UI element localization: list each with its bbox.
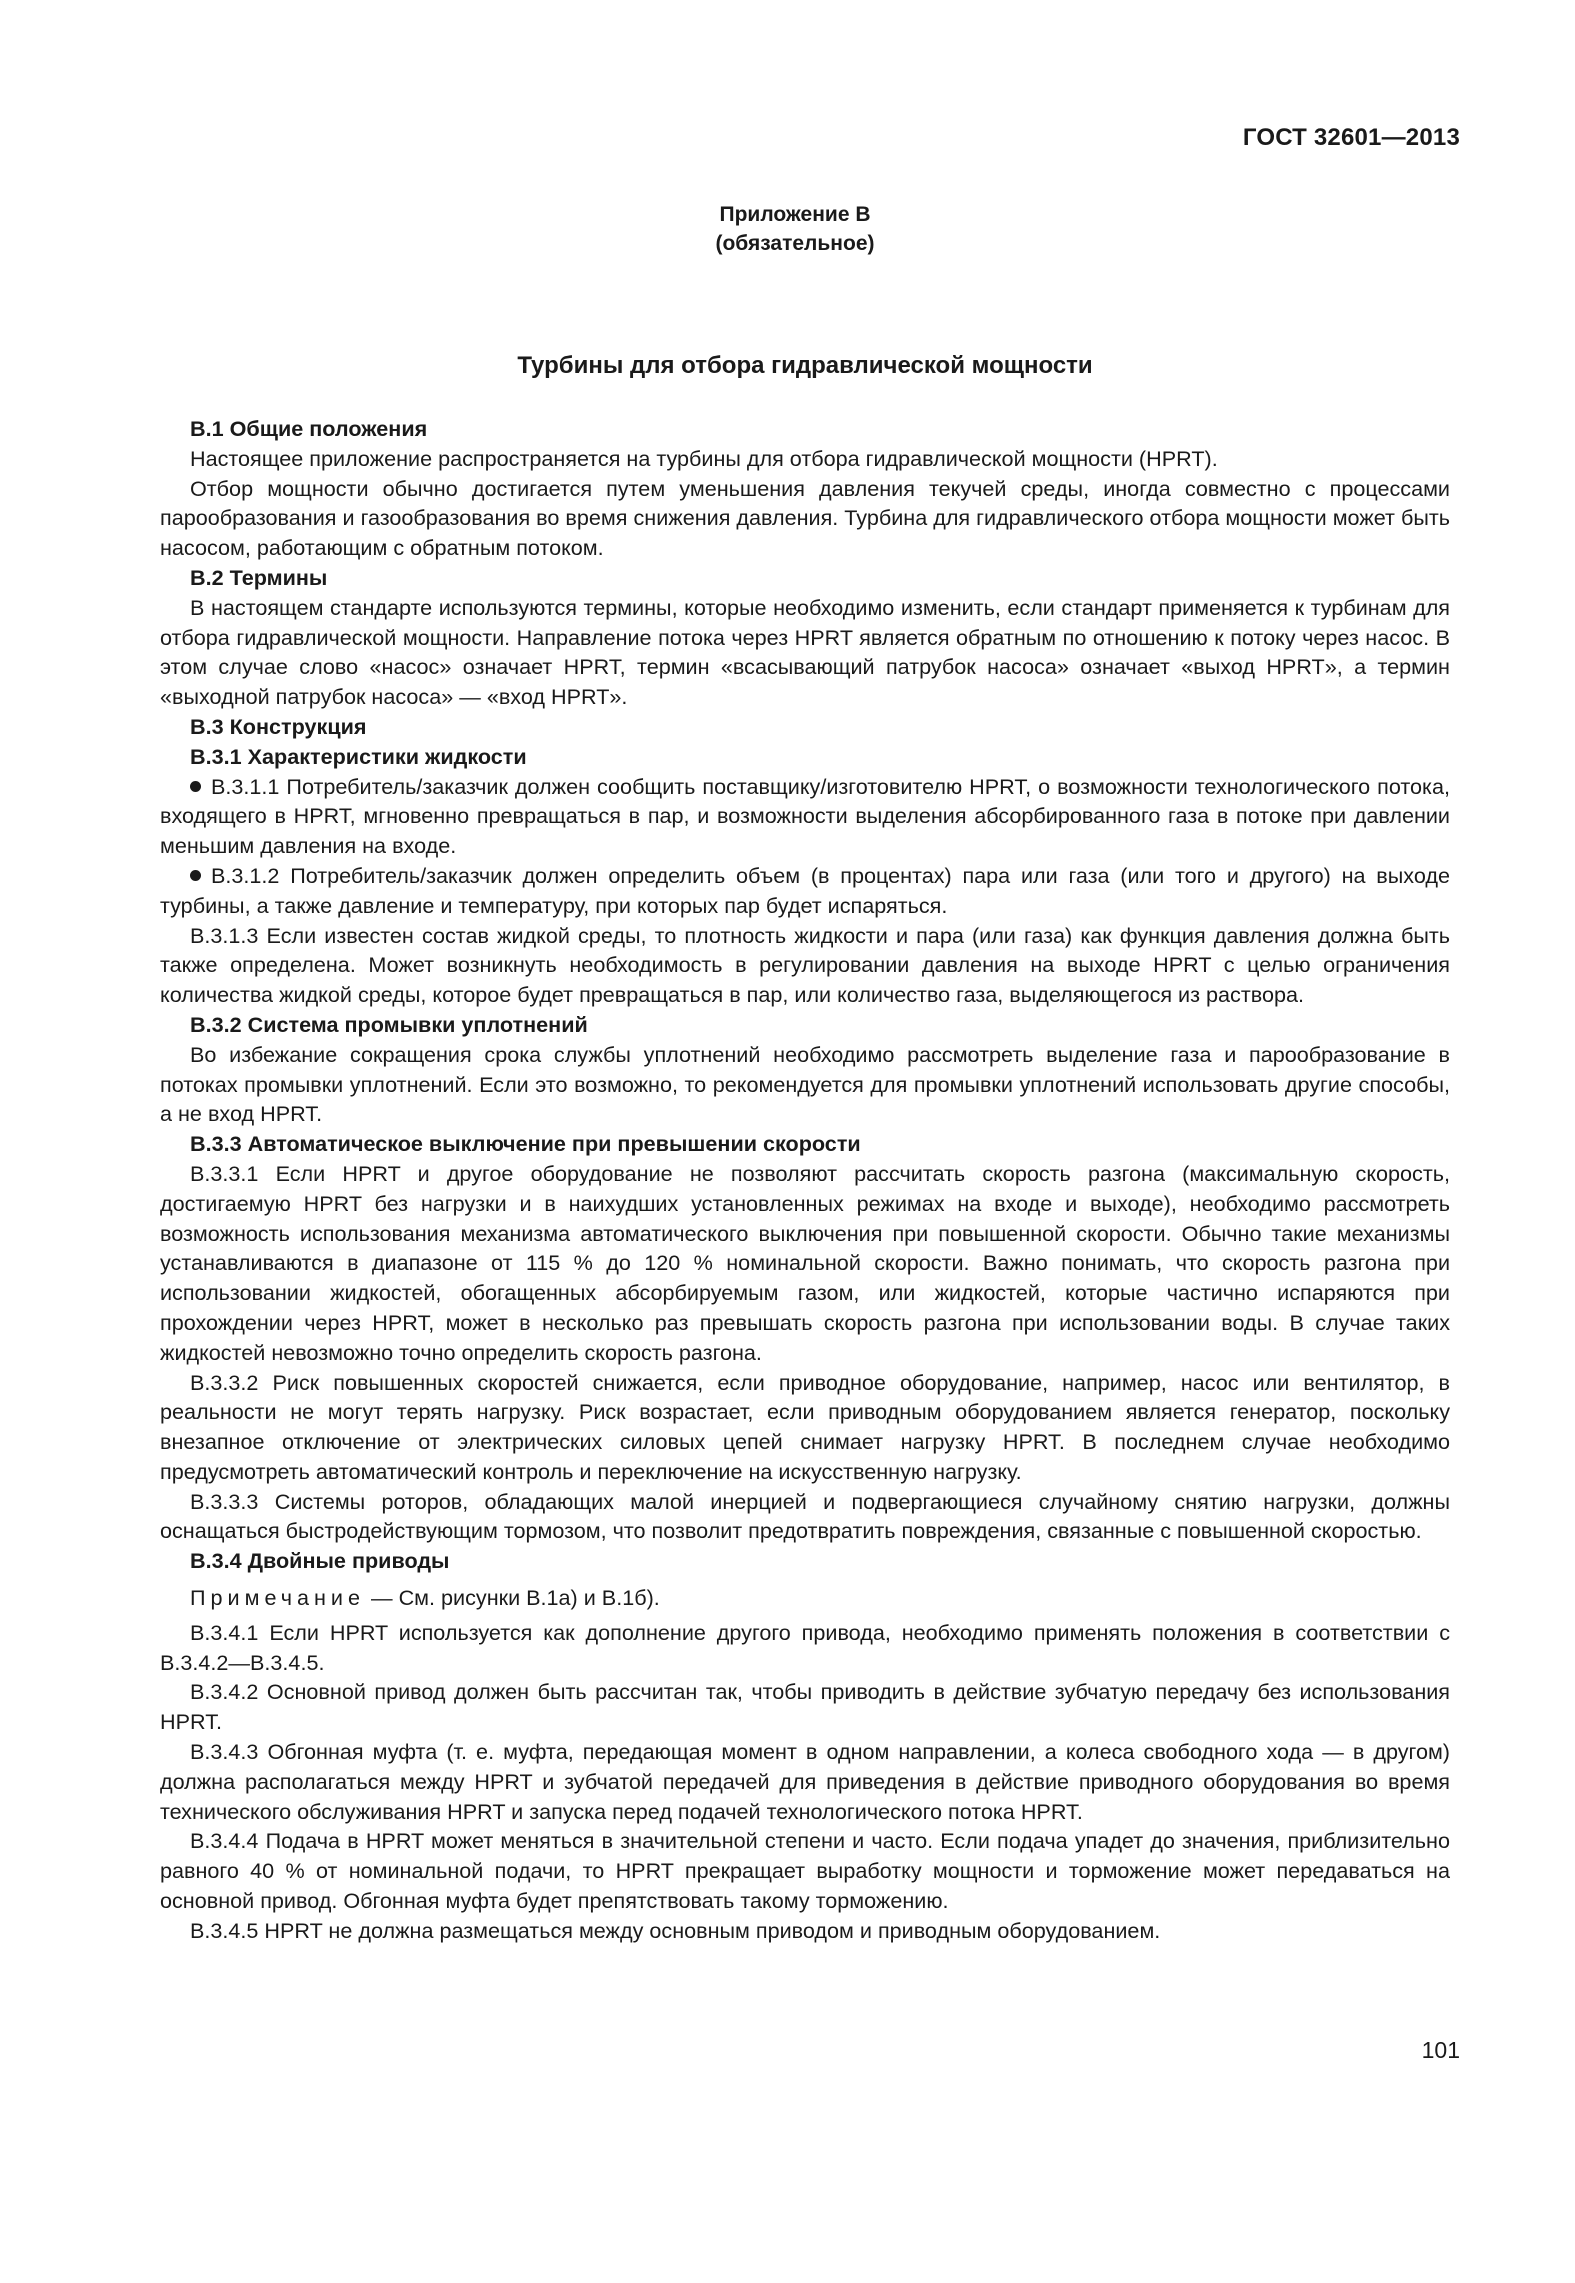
note-text: — См. рисунки В.1а) и В.1б). (365, 1585, 660, 1611)
section-heading-b3: В.3 Конструкция (190, 713, 367, 739)
bullet-icon (190, 870, 201, 881)
annex-heading (0, 200, 1575, 258)
annex-status: (обязательное) (715, 232, 875, 255)
paragraph-b311 (160, 772, 1450, 861)
section-heading-b34: В.3.4 Двойные приводы (190, 1548, 450, 1574)
paragraph: В.3.4.2 Основной привод должен быть рассчитан так, чтобы приводить в действие зубчатую передачу без использования HPRT. (160, 1679, 1450, 1735)
paragraph: В.3.3.3 Системы роторов, обладающих малой инерцией и подвергающиеся случайному снятию нагрузки, должны оснащаться быстродействующим тормозом, что позволит предотвратить повреждения, связанные с повышенной скоростью. (160, 1488, 1450, 1544)
paragraph: В.3.4.3 Обгонная муфта (т. е. муфта, передающая момент в одном направлении, а колеса свободного хода — в другом) должна располагаться между HPRT и зубчатой передачей для приведения в действие приводного оборудования во время технического обслуживания HPRT и запуска перед подачей технологического потока HPRT. (160, 1739, 1450, 1824)
section-heading-b33: В.3.3 Автоматическое выключение при превышении скорости (190, 1131, 861, 1157)
paragraph: Настоящее приложение распространяется на турбины для отбора гидравлической мощности (HPRT). (190, 445, 1218, 471)
note (160, 1583, 1450, 1613)
paragraph: В настоящем стандарте используются термины, которые необходимо изменить, если стандарт применяется к турбинам для отбора гидравлической мощности. Направление потока через HPRT является обратным по отношению к потоку через насос. В этом случае слово «насос» означает HPRT, термин «всасывающий патрубок насоса» означает «выход HPRT», а термин «выходной патрубок насоса» — «вход HPRT». (160, 594, 1450, 710)
paragraph-text: В.3.1.1 Потребитель/заказчик должен сообщить поставщику/изготовителю HPRT, о возможности технологического потока, входящего в HPRT, мгновенно превращаться в пар, и возможности выделения абсорбированного газа в потоке при давлении меньшим давления на входе. (160, 773, 1450, 859)
section-heading-b1: В.1 Общие положения (190, 416, 428, 441)
standard-number: ГОСТ 32601—2013 (1242, 124, 1460, 151)
document-title: Турбины для отбора гидравлической мощности (517, 352, 1093, 379)
section-heading-b32: В.3.2 Система промывки уплотнений (190, 1011, 588, 1037)
paragraph: В.3.3.1 Если HPRT и другое оборудование не позволяют рассчитать скорость разгона (максимальную скорость, достигаемую HPRT без нагрузки и в наихудших установленных режимах на входе и выходе), необходимо рассмотреть возможность использования механизма автоматического выключения при повышенной скорости. Обычно такие механизмы устанавливаются в диапазоне от 115 % до 120 % номинальной скорости. Важно понимать, что скорость разгона при использовании жидкостей, обогащенных абсорбируемым газом, или жидкостей, которые частично испаряются при прохождении через HPRT, может в несколько раз превышать скорость разгона при использовании воды. В случае таких жидкостей невозможно точно определить скорость разгона. (160, 1160, 1450, 1365)
section-heading-b31: В.3.1 Характеристики жидкости (190, 743, 527, 769)
bullet-icon (190, 781, 201, 792)
note-label: Примечание (190, 1585, 365, 1611)
section-heading-b2: В.2 Термины (190, 564, 328, 590)
paragraph: В.3.4.4 Подача в HPRT может меняться в значительной степени и часто. Если подача упадет до значения, приблизительно равного 40 % от номинальной подачи, то HPRT прекращает выработку мощности и торможение может передаваться на основной привод. Обгонная муфта будет препятствовать такому торможению. (160, 1828, 1450, 1914)
paragraph-b312 (160, 861, 1450, 921)
annex-title: Приложение В (719, 203, 871, 226)
paragraph: В.3.4.5 HPRT не должна размещаться между основным приводом и приводным оборудованием. (190, 1917, 1161, 1943)
page-number: 101 (1421, 2037, 1460, 2063)
paragraph: Во избежание сокращения срока службы уплотнений необходимо рассмотреть выделение газа и парообразование в потоках промывки уплотнений. Если это возможно, то рекомендуется для промывки уплотнений использовать другие способы, а не вход HPRT. (160, 1041, 1450, 1127)
document-body (160, 414, 1450, 1946)
paragraph-text: В.3.1.2 Потребитель/заказчик должен определить объем (в процентах) пара или газа (или того и другого) на выходе турбины, а также давление и температуру, при которых пар будет испаряться. (160, 862, 1450, 918)
paragraph: В.3.1.3 Если известен состав жидкой среды, то плотность жидкости и пара (или газа) как функция давления должна быть также определена. Может возникнуть необходимость в регулировании давления на выходе HPRT с целью ограничения количества жидкой среды, которое будет превращаться в пар, или количество газа, выделяющегося из раствора. (160, 922, 1450, 1008)
paragraph: Отбор мощности обычно достигается путем уменьшения давления текучей среды, иногда совместно с процессами парообразования и газообразования во время снижения давления. Турбина для гидравлического отбора мощности может быть насосом, работающим с обратным потоком. (160, 475, 1450, 561)
paragraph: В.3.4.1 Если HPRT используется как дополнение другого привода, необходимо применять положения в соответствии с В.3.4.2—В.3.4.5. (160, 1619, 1450, 1675)
paragraph: В.3.3.2 Риск повышенных скоростей снижается, если приводное оборудование, например, насос или вентилятор, в реальности не могут терять нагрузку. Риск возрастает, если приводным оборудованием является генератор, поскольку внезапное отключение от электрических силовых цепей снимает нагрузку HPRT. В последнем случае необходимо предусмотреть автоматический контроль и переключение на искусственную нагрузку. (160, 1369, 1450, 1484)
